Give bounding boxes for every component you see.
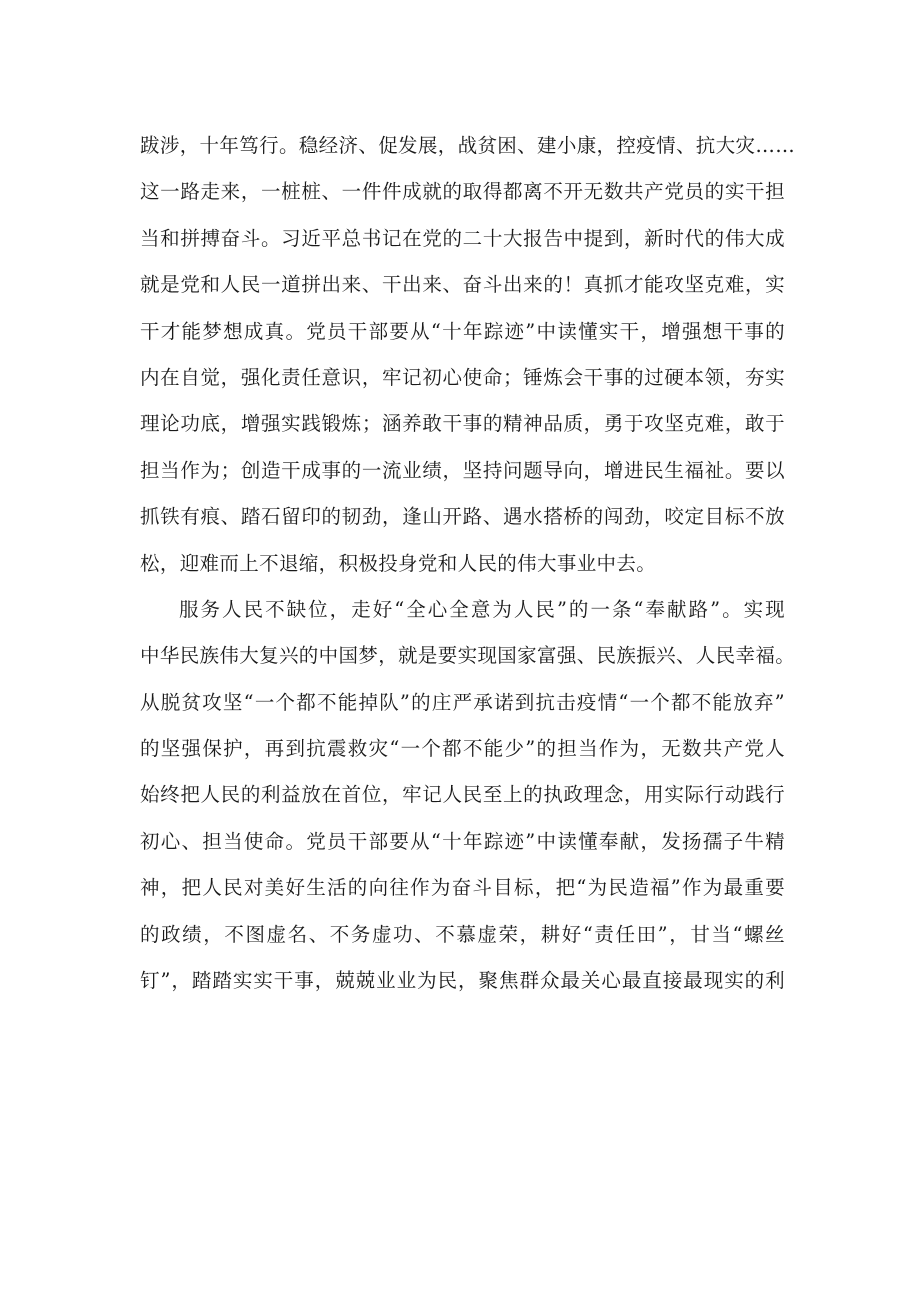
paragraph-1-line-3: 当和拼搏奋斗。习近平总书记在党的二十大报告中提到，新时代的伟大成 — [140, 226, 785, 250]
paragraph-1-line-7: 理论功底，增强实践锻炼；涵养敢干事的精神品质，勇于攻坚克难，敢于 — [140, 412, 785, 436]
paragraph-1-line-2: 这一路走来，一桩桩、一件件成就的取得都离不开无数共产党员的实干担 — [140, 180, 785, 204]
paragraph-2-line-6: 初心、担当使命。党员干部要从“十年踪迹”中读懂奉献，发扬孺子牛精 — [140, 829, 785, 853]
paragraph-1-line-9: 抓铁有痕、踏石留印的韧劲，逢山开路、遇水搭桥的闯劲，咬定目标不放 — [140, 505, 785, 529]
paragraph-2-line-1: 服务人民不缺位，走好“全心全意为人民”的一条“奉献路”。实现 — [179, 597, 785, 621]
paragraph-2-line-4: 的坚强保护，再到抗震救灾“一个都不能少”的担当作为，无数共产党人 — [140, 737, 785, 761]
paragraph-2-line-3: 从脱贫攻坚“一个都不能掉队”的庄严承诺到抗击疫情“一个都不能放弃” — [140, 690, 785, 714]
paragraph-1-line-10: 松，迎难而上不退缩，积极投身党和人民的伟大事业中去。 — [140, 551, 657, 575]
paragraph-2-line-7: 神，把人民对美好生活的向往作为奋斗目标，把“为民造福”作为最重要 — [140, 876, 785, 900]
paragraph-2-line-2: 中华民族伟大复兴的中国梦，就是要实现国家富强、民族振兴、人民幸福。 — [140, 644, 796, 668]
paragraph-1-line-5: 干才能梦想成真。党员干部要从“十年踪迹”中读懂实干，增强想干事的 — [140, 319, 785, 343]
document-body — [140, 132, 796, 1013]
paragraph-2-line-8: 的政绩，不图虚名、不务虚功、不慕虚荣，耕好“责任田”，甘当“螺丝 — [140, 922, 785, 946]
paragraph-1-line-4: 就是党和人民一道拼出来、干出来、奋斗出来的！真抓才能攻坚克难，实 — [140, 273, 785, 297]
paragraph-1-line-8: 担当作为；创造干成事的一流业绩，坚持问题导向，增进民生福祉。要以 — [140, 458, 785, 482]
paragraph-1-line-1: 跋涉，十年笃行。稳经济、促发展，战贫困、建小康，控疫情、抗大灾…… — [140, 134, 796, 157]
paragraph-1-line-6: 内在自觉，强化责任意识，牢记初心使命；锤炼会干事的过硬本领，夯实 — [140, 365, 785, 389]
paragraph-2-line-5: 始终把人民的利益放在首位，牢记人民至上的执政理念，用实际行动践行 — [140, 783, 785, 807]
paragraph-2-line-9: 钉”，踏踏实实干事，兢兢业业为民，聚焦群众最关心最直接最现实的利 — [140, 969, 785, 993]
